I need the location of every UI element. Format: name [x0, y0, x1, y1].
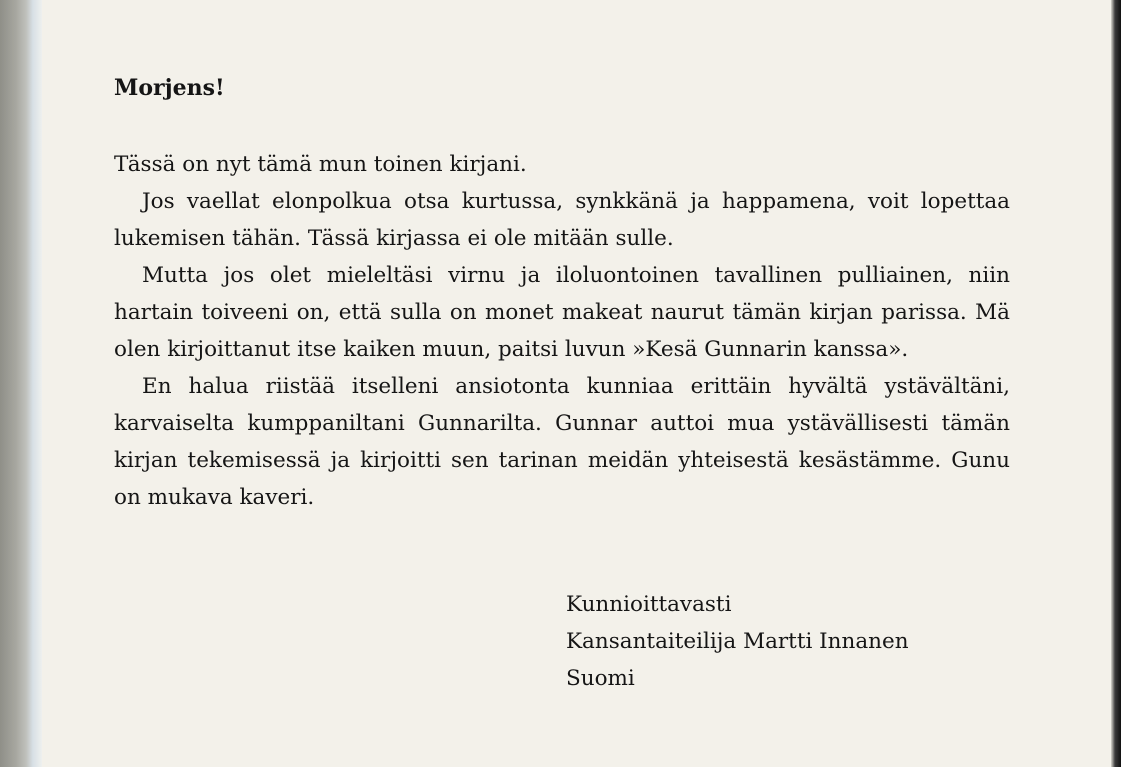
- signer-country: Suomi: [566, 666, 635, 691]
- signer-name: Kansantaiteilija Martti Innanen: [566, 629, 909, 654]
- closing: Kunnioittavasti: [566, 592, 732, 617]
- paragraph-credit: En halua riistää itselleni ansiotonta kunniaa erittäin hyvältä ystävältäni, karvaiselta kumppaniltani Gunnarilta. Gunnar auttoi mua ystävällisesti tämän kirjan tekemisessä ja kirjoitti sen tarinan meidän yhteisestä kesästämme. Gunu on mukava kaveri.: [114, 374, 1010, 510]
- signature-block: [566, 586, 909, 697]
- page-right-edge: [1111, 0, 1121, 767]
- greeting: Morjens!: [114, 75, 225, 101]
- letter-page: [114, 68, 1010, 691]
- paragraph-warning: Jos vaellat elonpolkua otsa kurtussa, synkkänä ja happamena, voit lopettaa lukemisen tähän. Tässä kirjassa ei ole mitään sulle.: [114, 189, 1010, 251]
- paragraph-wish: Mutta jos olet mieleltäsi virnu ja iloluontoinen tavallinen pulliainen, niin hartain toiveeni on, että sulla on monet makeat naurut tämän kirjan parissa. Mä olen kirjoittanut itse kaiken muun, paitsi luvun »Kesä Gunnarin kanssa».: [114, 263, 1010, 362]
- book-gutter-shadow: [0, 0, 42, 767]
- paragraph-intro: Tässä on nyt tämä mun toinen kirjani.: [114, 152, 527, 177]
- spacer: [114, 108, 1010, 146]
